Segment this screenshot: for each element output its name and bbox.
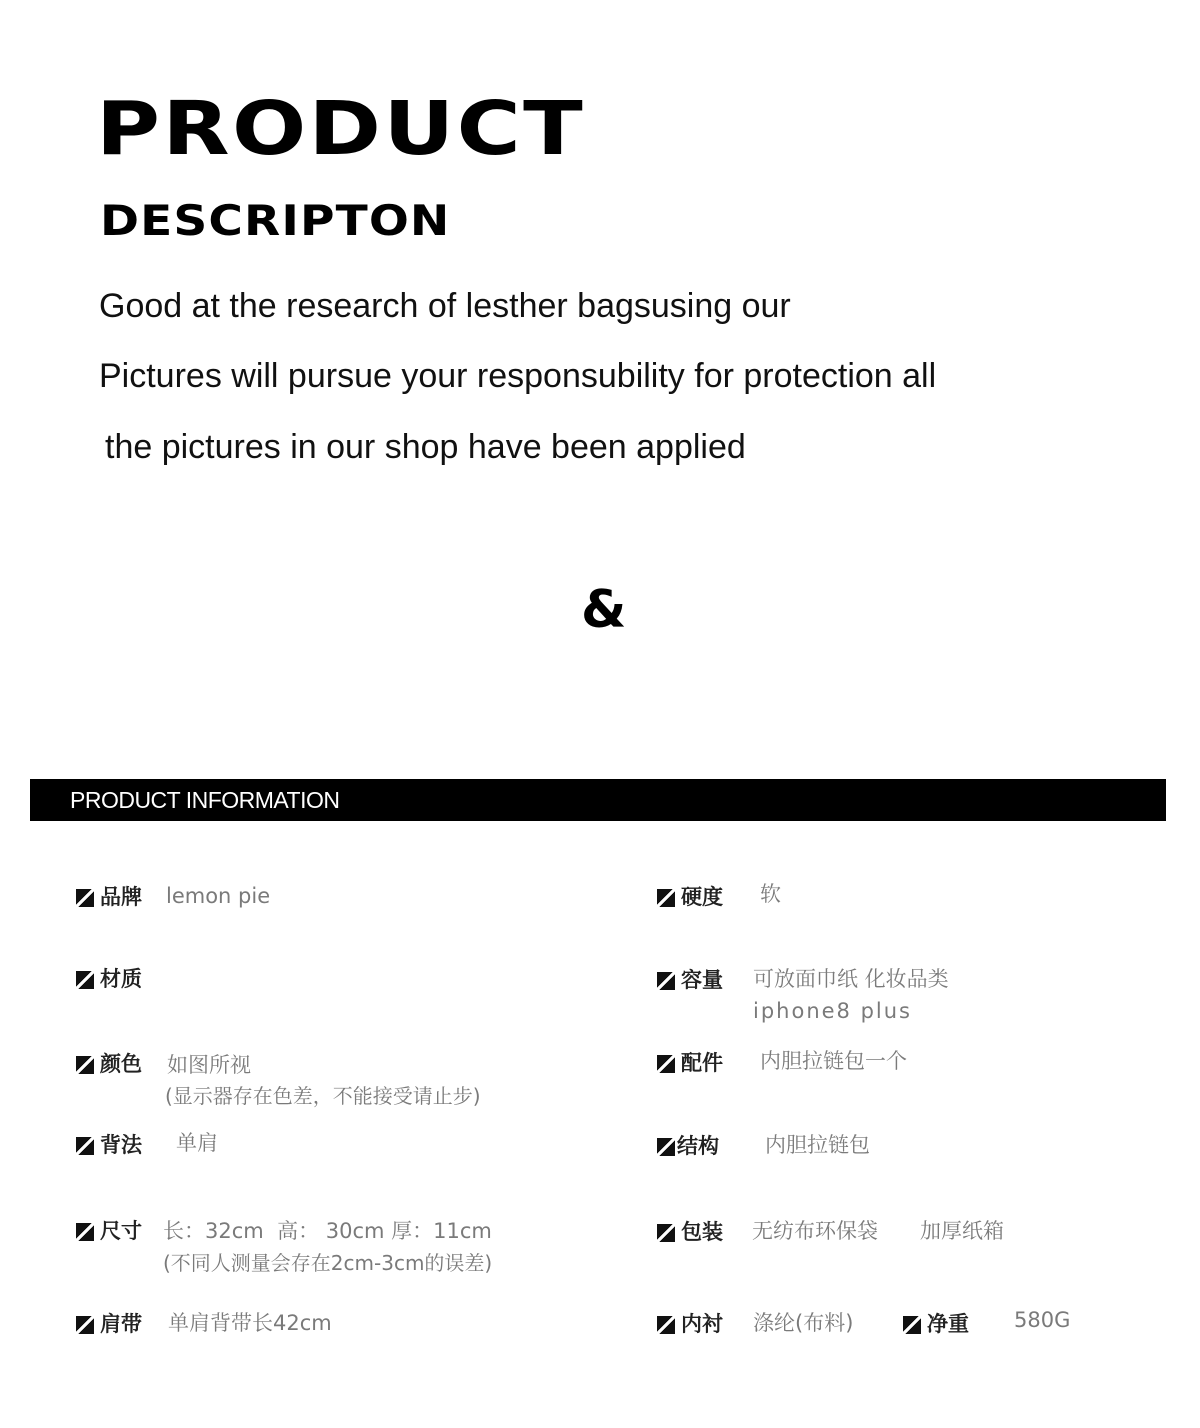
color-note: (显示器存在色差，不能接受请止步) [165,1084,481,1108]
brand-label: 品牌 [76,887,142,908]
description-line-3: the pictures in our shop have been applied [105,428,746,466]
structure-value: 内胆拉链包 [765,1133,870,1157]
weight-label: 净重 [903,1314,969,1335]
color-label: 颜色 [76,1054,142,1075]
ampersand-divider: & [581,580,627,640]
capacity-value-2: iphone8 plus [753,999,913,1023]
accessories-value: 内胆拉链包一个 [760,1049,907,1073]
product-information-header [30,779,1166,821]
lining-label: 内衬 [657,1314,723,1335]
brand-value: lemon pie [166,884,271,908]
packaging-value-2: 加厚纸箱 [920,1219,1004,1243]
slash-marker-icon [903,1316,921,1334]
size-value: 长：32cm 高： 30cm 厚：11cm [163,1219,492,1243]
slash-marker-icon [657,1138,675,1156]
capacity-label: 容量 [657,970,723,991]
slash-marker-icon [76,1223,94,1241]
weight-value: 580G [1014,1308,1071,1332]
slash-marker-icon [76,971,94,989]
size-label: 尺寸 [76,1221,142,1242]
slash-marker-icon [76,1316,94,1334]
slash-marker-icon [657,972,675,990]
capacity-value: 可放面巾纸 化妆品类 [753,967,949,991]
page-subtitle: DESCRIPTON [100,196,451,245]
hardness-value: 软 [760,882,781,906]
description-line-2: Pictures will pursue your responsubility for protection all [99,357,937,395]
hardness-label: 硬度 [657,887,723,908]
structure-label: 结构 [657,1136,719,1157]
slash-marker-icon [657,889,675,907]
slash-marker-icon [657,1055,675,1073]
slash-marker-icon [657,1224,675,1242]
material-label: 材质 [76,969,142,990]
carry-value: 单肩 [176,1131,218,1155]
slash-marker-icon [76,1056,94,1074]
page-title: PRODUCT [96,86,586,172]
slash-marker-icon [657,1316,675,1334]
slash-marker-icon [76,889,94,907]
lining-value: 涤纶(布料) [753,1311,854,1335]
color-value: 如图所视 [167,1053,251,1077]
section-title: PRODUCT INFORMATION [70,787,340,813]
accessories-label: 配件 [657,1053,723,1074]
packaging-label: 包装 [657,1222,723,1243]
slash-marker-icon [76,1137,94,1155]
strap-value: 单肩背带长42cm [168,1311,332,1335]
packaging-value: 无纺布环保袋 [752,1219,878,1243]
strap-label: 肩带 [76,1314,142,1335]
carry-label: 背法 [76,1135,142,1156]
description-line-1: Good at the research of lesther bagsusing our [99,287,791,325]
size-note: (不同人测量会存在2cm-3cm的误差) [163,1251,493,1275]
